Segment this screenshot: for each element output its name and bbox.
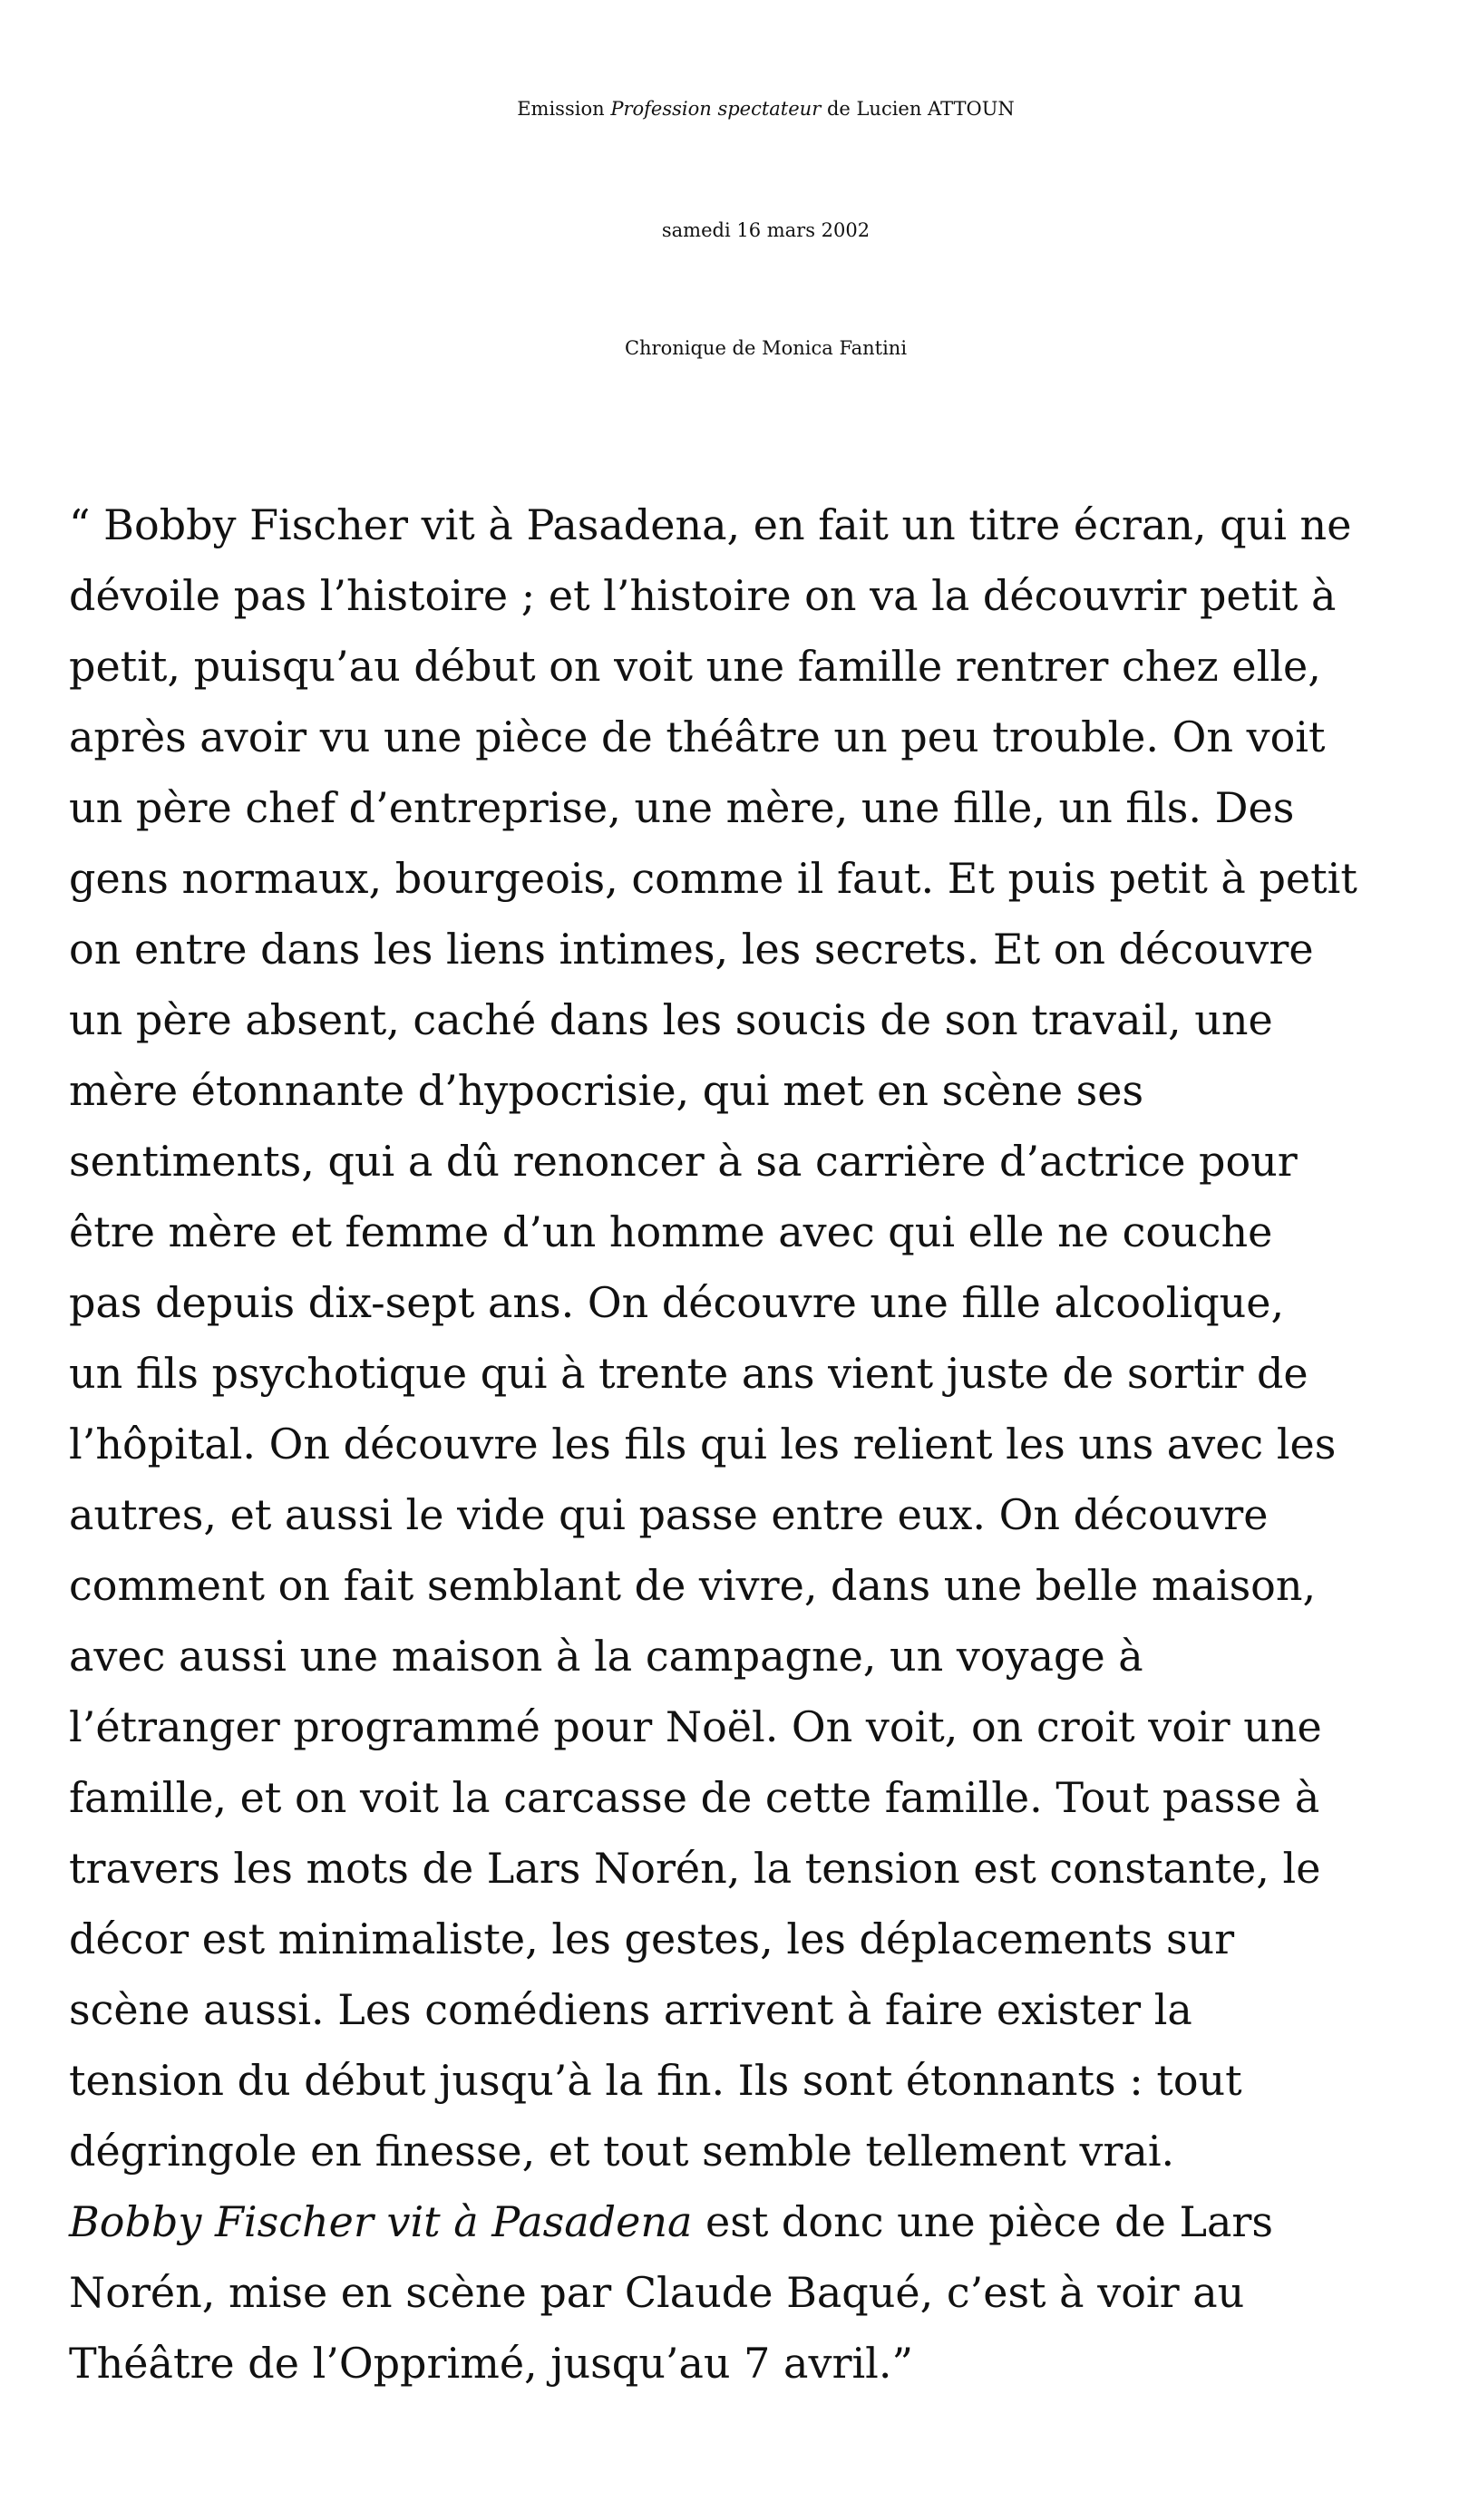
text-line: “ Bobby Fischer vit à Pasadena, en fait un titre écran, qui ne bbox=[69, 500, 1352, 549]
broadcast-date: samedi 16 mars 2002 bbox=[661, 219, 871, 241]
text-line: sentiments, qui a dû renoncer à sa carrière d’actrice pour bbox=[69, 1137, 1298, 1186]
text-line: petit, puisqu’au début on voit une famille rentrer chez elle, bbox=[69, 642, 1321, 691]
text-line: gens normaux, bourgeois, comme il faut. Et puis petit à petit bbox=[69, 854, 1357, 903]
text-line: être mère et femme d’un homme avec qui elle ne couche bbox=[69, 1207, 1273, 1256]
text-line: famille, et on voit la carcasse de cette famille. Tout passe à bbox=[69, 1773, 1320, 1822]
text-line: avec aussi une maison à la campagne, un voyage à bbox=[69, 1632, 1143, 1681]
text-line: décor est minimaliste, les gestes, les déplacements sur bbox=[69, 1914, 1235, 1963]
text-line: l’étranger programmé pour Noël. On voit, on croit voir une bbox=[69, 1702, 1322, 1751]
text-line: Norén, mise en scène par Claude Baqué, c’est à voir au bbox=[69, 2268, 1245, 2317]
text-line: on entre dans les liens intimes, les secrets. Et on découvre bbox=[69, 925, 1314, 974]
text-line: autres, et aussi le vide qui passe entre eux. On découvre bbox=[69, 1490, 1269, 1539]
text-line: après avoir vu une pièce de théâtre un peu trouble. On voit bbox=[69, 712, 1326, 761]
text-line: scène aussi. Les comédiens arrivent à faire exister la bbox=[69, 1985, 1192, 2034]
text-line: dégringole en finesse, et tout semble tellement vrai. bbox=[69, 2127, 1175, 2176]
program-title: Profession spectateur bbox=[610, 98, 822, 120]
text-line: l’hôpital. On découvre les fils qui les relient les uns avec les bbox=[69, 1420, 1337, 1468]
text-line: travers les mots de Lars Norén, la tension est constante, le bbox=[69, 1844, 1321, 1893]
text-span: est donc une pièce de Lars bbox=[692, 2197, 1274, 2246]
broadcast-heading bbox=[36, 80, 1459, 138]
text-line: mère étonnante d’hypocrisie, qui met en scène ses bbox=[69, 1066, 1144, 1115]
text-line: un père absent, caché dans les soucis de son travail, une bbox=[69, 995, 1273, 1044]
chronicle-author: Chronique de Monica Fantini bbox=[624, 337, 908, 359]
text-line bbox=[69, 2186, 1273, 2257]
text-line: un fils psychotique qui à trente ans vient juste de sortir de bbox=[69, 1349, 1308, 1398]
heading-prefix: Emission bbox=[517, 98, 605, 120]
text-line: un père chef d’entreprise, une mère, une fille, un fils. Des bbox=[69, 783, 1295, 832]
heading-suffix: de Lucien ATTOUN bbox=[826, 98, 1015, 120]
text-line: comment on fait semblant de vivre, dans une belle maison, bbox=[69, 1561, 1317, 1610]
text-line: Théâtre de l’Opprimé, jusqu’au 7 avril.” bbox=[69, 2339, 914, 2388]
text-line: tension du début jusqu’à la fin. Ils sont étonnants : tout bbox=[69, 2056, 1242, 2105]
text-line: pas depuis dix-sept ans. On découvre une fille alcoolique, bbox=[69, 1278, 1285, 1327]
text-line: dévoile pas l’histoire ; et l’histoire on va la découvrir petit à bbox=[69, 571, 1337, 620]
play-title: Bobby Fischer vit à Pasadena bbox=[69, 2197, 693, 2246]
